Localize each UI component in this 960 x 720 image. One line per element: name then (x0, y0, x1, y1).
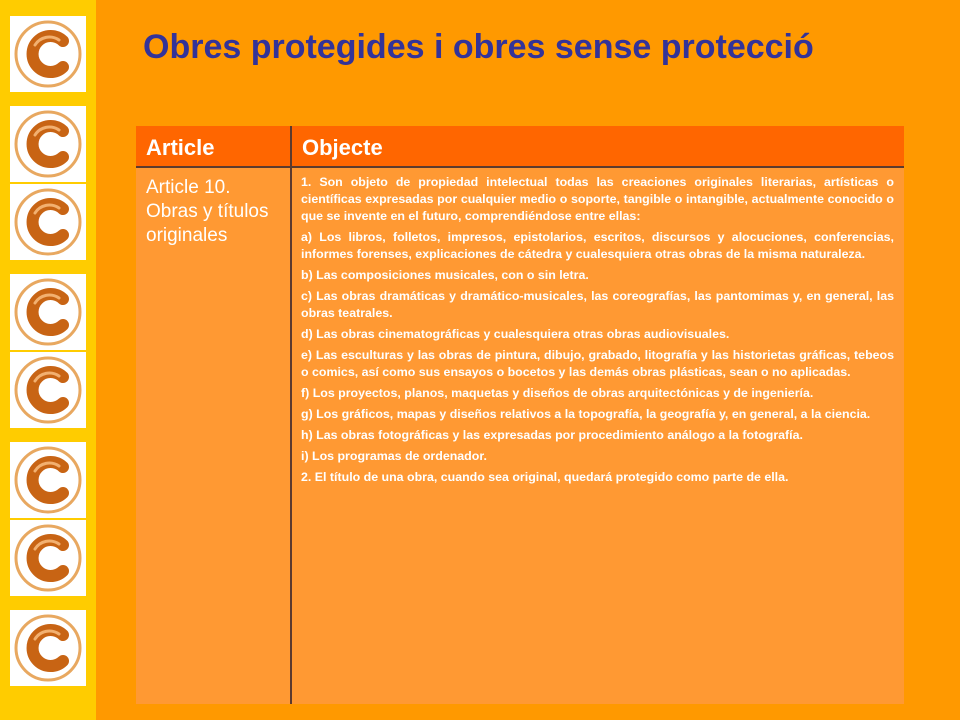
objecte-paragraph: i) Los programas de ordenador. (301, 449, 487, 463)
c-logo-graphic (13, 445, 83, 515)
c-logo-icon (10, 352, 86, 428)
c-logo-icon (10, 520, 86, 596)
table-header-row (136, 126, 904, 168)
objecte-paragraph: 2. El título de una obra, cuando sea original, quedará protegido como parte de ella. (301, 470, 789, 484)
c-logo-icon (10, 184, 86, 260)
c-logo-graphic (13, 187, 83, 257)
objecte-cell (301, 174, 894, 490)
header-article: Article (146, 135, 215, 160)
c-logo-graphic (13, 109, 83, 179)
c-logo-icon (10, 16, 86, 92)
c-logo-icon (10, 610, 86, 686)
objecte-paragraph: d) Las obras cinematográficas y cualesquiera otras obras audiovisuales. (301, 327, 730, 341)
objecte-paragraph: h) Las obras fotográficas y las expresadas por procedimiento análogo a la fotografía. (301, 428, 803, 442)
objecte-paragraph: a) Los libros, folletos, impresos, epistolarios, escritos, discursos y alocuciones, conferencias, informes forenses, explicaciones de cátedra y cualesquiera otras obras de la misma naturaleza. (301, 230, 894, 261)
c-logo-icon (10, 274, 86, 350)
c-logo-graphic (13, 523, 83, 593)
c-logo-graphic (13, 613, 83, 683)
objecte-paragraph: b) Las composiciones musicales, con o sin letra. (301, 268, 589, 282)
column-divider (290, 126, 292, 704)
article-table (136, 126, 904, 704)
c-logo-icon (10, 106, 86, 182)
c-logo-icon (10, 442, 86, 518)
objecte-paragraph: f) Los proyectos, planos, maquetas y diseños de obras arquitectónicas y de ingeniería. (301, 386, 814, 400)
left-decor-strip (0, 0, 96, 720)
slide-title: Obres protegides i obres sense protecció (143, 28, 814, 66)
objecte-paragraph: e) Las esculturas y las obras de pintura, dibujo, grabado, litografía y las historietas gráficas, tebeos o comics, así como sus ensayos o bocetos y las demás obras plásticas, sean o no aplicadas. (301, 348, 894, 379)
header-objecte: Objecte (302, 135, 383, 160)
objecte-paragraph: c) Las obras dramáticas y dramático-musicales, las coreografías, las pantomimas y, en general, las obras teatrales. (301, 289, 894, 320)
c-logo-graphic (13, 277, 83, 347)
c-logo-graphic (13, 19, 83, 89)
article-cell: Article 10. Obras y títulos originales (146, 177, 269, 246)
c-logo-graphic (13, 355, 83, 425)
objecte-paragraph: 1. Son objeto de propiedad intelectual todas las creaciones originales literarias, artísticas o científicas expresadas por cualquier medio o soporte, tangible o intangible, actualmente conocido o que se invente en el futuro, comprendiéndose entre ellas: (301, 175, 894, 223)
objecte-paragraph: g) Los gráficos, mapas y diseños relativos a la topografía, la geografía y, en general, a la ciencia. (301, 407, 871, 421)
